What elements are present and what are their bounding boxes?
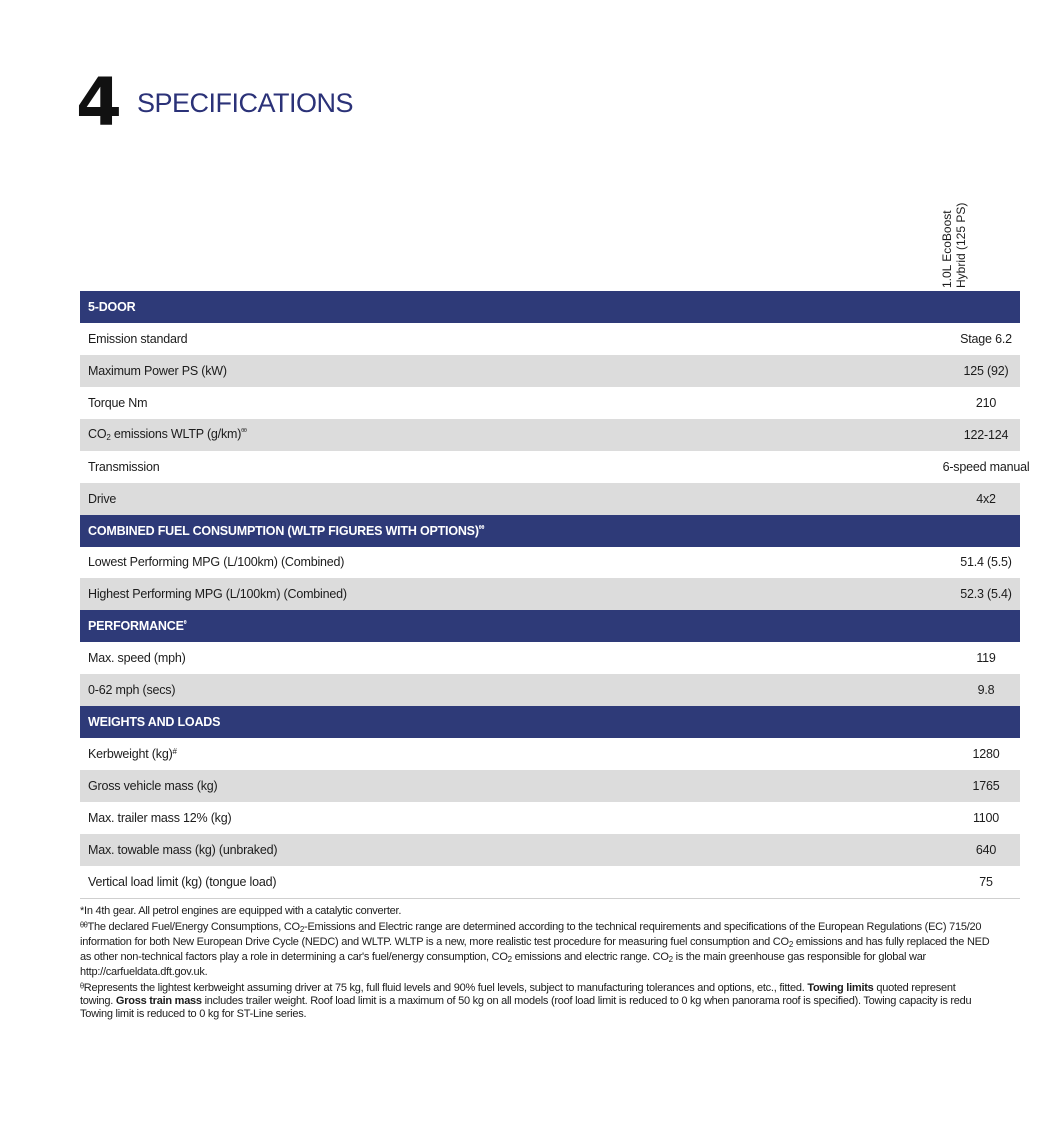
row-label: Gross vehicle mass (kg) (88, 779, 218, 794)
row-value: 75 (979, 874, 993, 889)
section-title: $PERFORMANCE^ᶿ$ (88, 619, 187, 634)
footnote-3-a: information for both New European Drive Cycle (NEDC) and WLTP. WLTP is a new, more realistic test procedure for measuring fuel consumption and CO (80, 936, 789, 948)
footnote-3 (80, 982, 1020, 995)
row-label: Drive (88, 491, 117, 506)
section-title: WEIGHTS AND LOADS (88, 715, 221, 730)
row-label: Max. towable mass (kg) (unbraked) (88, 842, 278, 857)
row-value: Stage 6.2 (960, 331, 1012, 346)
row-label: Torque Nm (88, 395, 148, 410)
row-value: 4x2 (976, 491, 996, 506)
row-value: 6-speed manual (942, 459, 1030, 474)
column-header-text (940, 200, 968, 288)
row-value: 52.3 (5.4) (960, 587, 1012, 602)
footnote-3-line2 (80, 995, 1020, 1008)
row-value: 210 (975, 395, 997, 410)
footnote-4-c: emissions and electric range. CO (511, 951, 669, 963)
row-value: 9.8 (977, 683, 995, 698)
footnote-2-sub: 2 (299, 925, 305, 934)
row-value: 51.4 (5.5) (960, 555, 1012, 570)
footnote-7-c: includes trailer weight. Roof load limit is a maximum of 50 kg on all models (roof load limit is reduced to 0 kg when panorama roof is specified). Towing capacity is redu (201, 995, 972, 1007)
footnote-3-line3 (80, 1008, 1020, 1021)
section-header (80, 515, 1020, 547)
row-value: 119 (976, 651, 996, 666)
row-label: Transmission (88, 459, 160, 474)
column-header (940, 200, 980, 288)
row-label: Maximum Power PS (kW) (88, 363, 227, 378)
table-row (80, 738, 1020, 770)
row-label: Max. speed (mph) (88, 651, 186, 666)
footnote-7-bold: Gross train mass (115, 995, 202, 1007)
footnote-1-text: *In 4th gear. All petrol engines are equipped with a catalytic converter. (80, 905, 402, 917)
table-row (80, 834, 1020, 866)
footnote-6-a: ᶿRepresents the lightest kerbweight assuming driver at 75 kg, full fluid levels and 90% fuel levels, subject to manufacturing tolerances and options, etc., fitted. (80, 982, 808, 994)
table-row (80, 866, 1020, 899)
fuel-data-link[interactable]: http://carfueldata.dft.gov.uk. (80, 966, 208, 978)
footnote-2-c: -Emissions and Electric range are determined according to the technical requirements and specifications of the European Regulations (EC) 715/20 (304, 921, 982, 933)
section-title: 5-DOOR (88, 299, 136, 314)
table-row (80, 323, 1020, 355)
footnote-8-text: Towing limit is reduced to 0 kg for ST-Line series. (80, 1008, 307, 1020)
row-value: 1100 (972, 810, 1000, 825)
table-row (80, 674, 1020, 706)
section-header (80, 291, 1020, 323)
row-value: 1280 (972, 747, 1000, 762)
table-row (80, 355, 1020, 387)
row-label: Kerbweight (kg)# (88, 747, 177, 762)
footnote-3-c: emissions and has fully replaced the NED (793, 936, 990, 948)
row-label: $CO_2$ emissions WLTP $(g/km)^{ᶿᶿ}$ (88, 427, 247, 443)
row-label: Lowest Performing MPG (L/100km) (Combined) (88, 555, 345, 570)
footnote-3-sub: 2 (788, 940, 794, 949)
footnote-4-sub1: 2 (507, 955, 512, 964)
row-value: 125 (92) (963, 363, 1009, 378)
table-row (80, 802, 1020, 834)
page-title: SPECIFICATIONS (137, 88, 354, 118)
row-label: Max. trailer mass 12% (kg) (88, 810, 232, 825)
chapter-number: 4 (76, 64, 122, 141)
row-label: 0-62 mph (secs) (88, 683, 176, 698)
footnote-4-a: as other non-technical factors play a role in determining a car's fuel/energy consumption, CO (80, 951, 508, 963)
column-header-line1: 1.0L EcoBoost (940, 210, 954, 288)
table-row (80, 770, 1020, 802)
table-row (80, 451, 1030, 483)
section-header (80, 610, 1020, 642)
footnote-6-bold: Towing limits (807, 982, 874, 994)
row-value: 640 (975, 842, 997, 857)
footnote-1 (80, 905, 1020, 918)
footnotes (80, 905, 1040, 1024)
spec-table (80, 291, 1030, 899)
footnote-2-line3 (80, 951, 1020, 966)
row-label: Highest Performing MPG (L/100km) (Combined) (88, 587, 347, 602)
table-row (80, 547, 1020, 579)
section-header (80, 706, 1020, 738)
table-row (80, 642, 1020, 674)
footnote-2-line2 (80, 936, 1020, 951)
section-title: COMBINED FUEL CONSUMPTION (WLTP FIGURES WITH OPTIONS)$^{ᶿᶿ}$ (88, 523, 485, 538)
row-value: 1765 (972, 779, 1000, 794)
footnote-2-line4[interactable] (80, 966, 1020, 979)
table-row (80, 578, 1020, 610)
footnote-4-sub2: 2 (668, 955, 673, 964)
column-header-line2: Hybrid (125 PS) (954, 202, 968, 288)
footnote-4-e: is the main greenhouse gas responsible for global war (672, 951, 926, 963)
footnote-7-a: towing. (80, 995, 116, 1007)
footnote-2-a: ᶿᶿThe declared Fuel/Energy Consumptions, CO (80, 921, 300, 933)
row-label: Vertical load limit (kg) (tongue load) (88, 874, 277, 889)
table-row (80, 387, 1020, 419)
row-value: 122-124 (963, 427, 1009, 442)
table-row (80, 483, 1020, 515)
footnote-6-c: quoted represent (873, 982, 956, 994)
row-label: Emission standard (88, 331, 188, 346)
table-row (80, 419, 1020, 451)
footnote-2 (80, 921, 1020, 936)
